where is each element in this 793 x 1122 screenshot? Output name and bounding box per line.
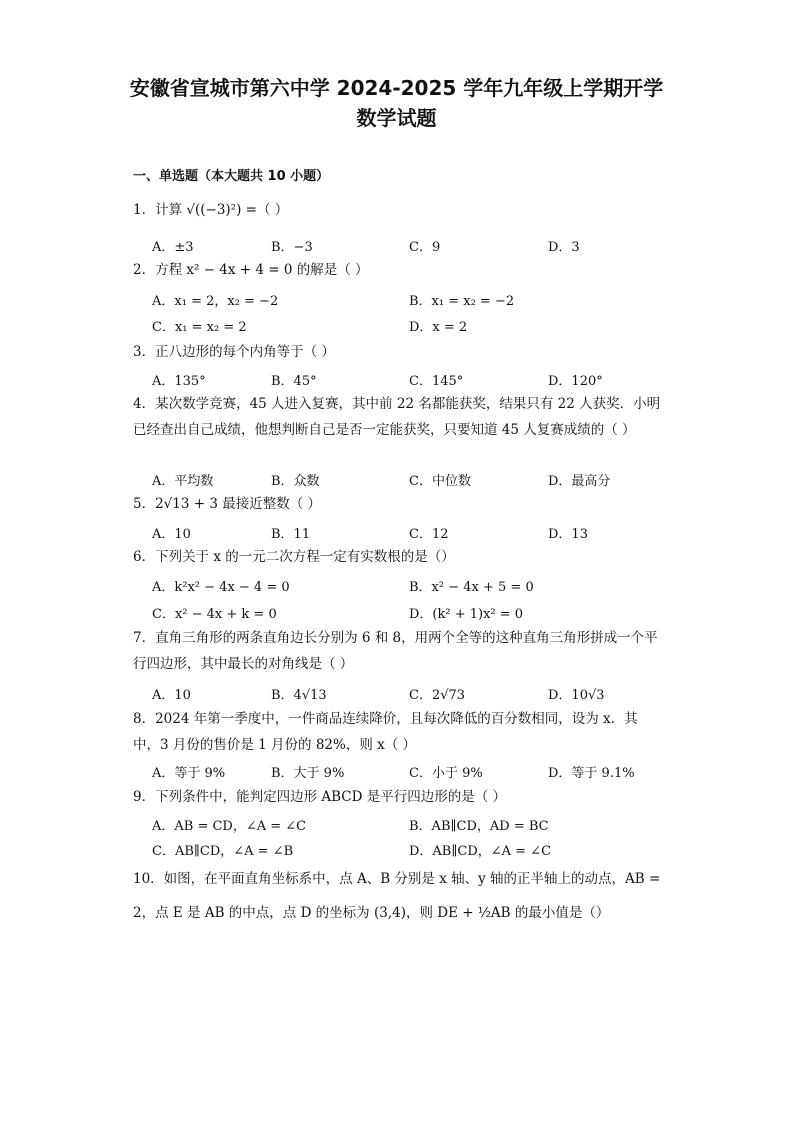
question-6: 6．下列关于 x 的一元二次方程一定有实数根的是（） <box>133 549 455 565</box>
q3-option-a: A．135° <box>152 374 206 389</box>
q9-option-b: B．AB∥CD，AD = BC <box>409 819 549 834</box>
q5-option-a: A．10 <box>152 527 191 542</box>
q3-option-d: D．120° <box>548 374 603 389</box>
q6-option-a: A．k²x² − 4x − 4 = 0 <box>152 580 290 595</box>
q7-option-b: B．4√13 <box>271 688 327 703</box>
question-4: 4．某次数学竞赛，45 人进入复赛，其中前 22 名都能获奖，结果只有 22 人获奖．小明已经查出自己成绩，他想判断自己是否一定能获奖，只要知道 45 人复赛成绩的（ ） <box>133 396 661 438</box>
q5-option-c: C．12 <box>409 527 449 542</box>
q1-option-b: B．−3 <box>271 240 313 255</box>
q4-option-d: D．最高分 <box>548 474 611 489</box>
title-line-2: 数学试题 <box>356 106 437 130</box>
q8-option-b: B．大于 9% <box>271 766 345 781</box>
q8-option-a: A．等于 9% <box>152 766 226 781</box>
q2-option-a: A．x₁ = 2，x₂ = −2 <box>152 294 279 309</box>
q8-option-d: D．等于 9.1% <box>548 766 635 781</box>
q3-option-c: C．145° <box>409 374 464 389</box>
q4-option-c: C．中位数 <box>409 474 471 489</box>
question-1: 1．计算 √((−3)²) =（ ） <box>133 202 289 218</box>
q7-option-c: C．2√73 <box>409 688 466 703</box>
question-10: 10．如图，在平面直角坐标系中，点 A、B 分别是 x 轴、y 轴的正半轴上的动点，AB = 2，点 E 是 AB 的中点，点 D 的坐标为 (3,4)，则 DE + ½AB 的最小值是（） <box>133 871 661 921</box>
q6-option-b: B．x² − 4x + 5 = 0 <box>409 580 534 595</box>
q9-option-a: A．AB = CD，∠A = ∠C <box>152 819 307 834</box>
question-8: 8．2024 年第一季度中，一件商品连续降价，且每次降低的百分数相同，设为 x．其中，3 月份的售价是 1 月份的 82%，则 x（ ） <box>133 711 638 753</box>
q9-option-d: D．AB∥CD，∠A = ∠C <box>409 844 552 859</box>
title-line-1: 安徽省宣城市第六中学 2024-2025 学年九年级上学期开学 <box>129 76 664 100</box>
q5-option-b: B．11 <box>271 527 311 542</box>
question-2: 2．方程 x² − 4x + 4 = 0 的解是（ ） <box>133 262 369 278</box>
q5-option-d: D．13 <box>548 527 588 542</box>
q1-option-d: D．3 <box>548 240 580 255</box>
q2-option-d: D．x = 2 <box>409 320 468 335</box>
q1-option-a: A．±3 <box>152 240 194 255</box>
q7-option-d: D．10√3 <box>548 688 605 703</box>
q2-option-b: B．x₁ = x₂ = −2 <box>409 294 515 309</box>
q2-option-c: C．x₁ = x₂ = 2 <box>152 320 247 335</box>
question-7: 7．直角三角形的两条直角边长分别为 6 和 8，用两个全等的这种直角三角形拼成一个平行四边形，其中最长的对角线是（ ） <box>133 630 658 672</box>
section-heading: 一、单选题（本大题共 10 小题） <box>133 169 330 184</box>
question-9: 9．下列条件中，能判定四边形 ABCD 是平行四边形的是（ ） <box>133 789 507 805</box>
q4-option-b: B．众数 <box>271 474 320 489</box>
q4-option-a: A．平均数 <box>152 474 214 489</box>
q3-option-b: B．45° <box>271 374 317 389</box>
q6-option-d: D．(k² + 1)x² = 0 <box>409 607 524 622</box>
q6-option-c: C．x² − 4x + k = 0 <box>152 607 277 622</box>
q8-option-c: C．小于 9% <box>409 766 483 781</box>
q7-option-a: A．10 <box>152 688 191 703</box>
question-3: 3．正八边形的每个内角等于（ ） <box>133 344 335 360</box>
q1-option-c: C．9 <box>409 240 441 255</box>
q9-option-c: C．AB∥CD，∠A = ∠B <box>152 844 294 859</box>
question-5: 5．2√13 + 3 最接近整数（ ） <box>133 496 322 512</box>
